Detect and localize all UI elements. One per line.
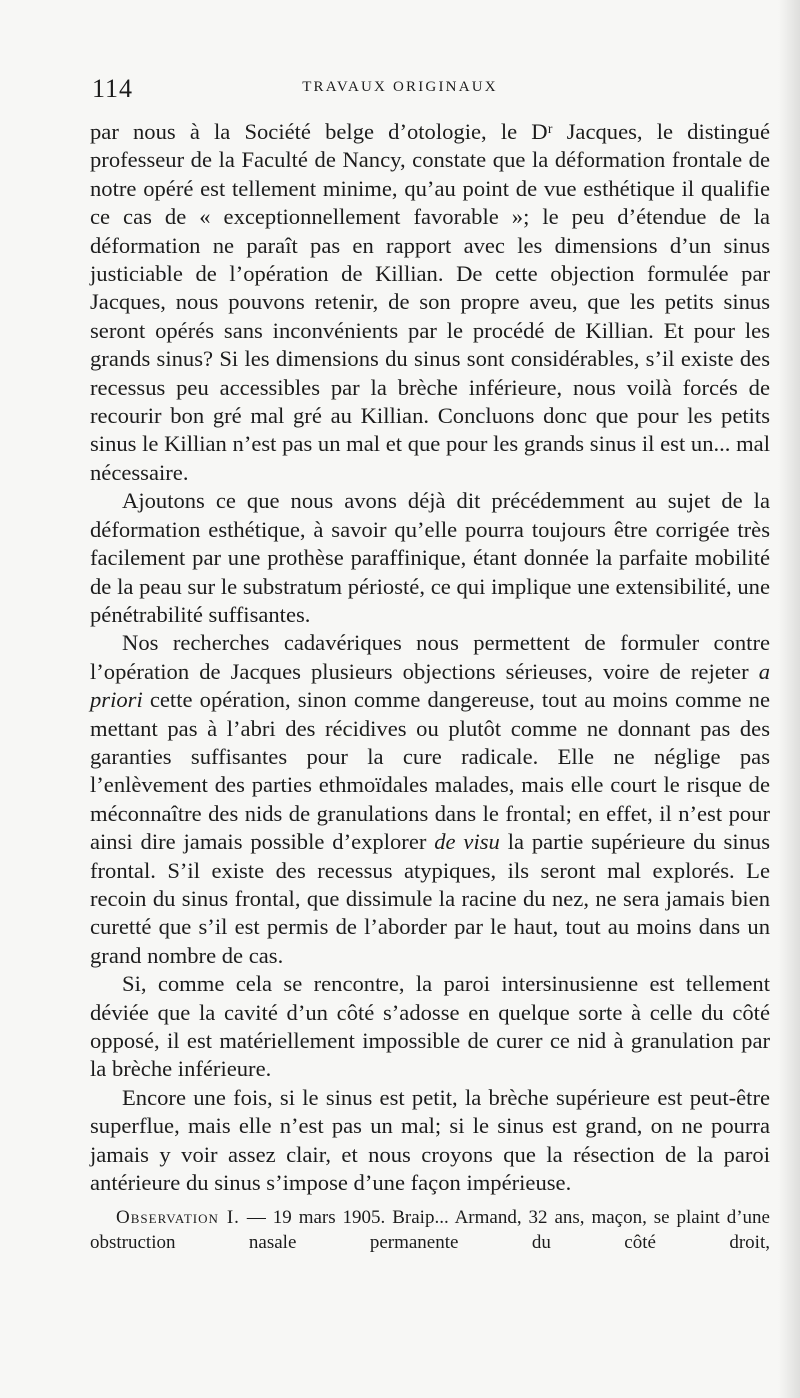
paragraph-5-text: Encore une fois, si le sinus est petit, la brèche supérieure est peut-être superflue, mais elle n’est pas un mal; si le sinus est grand, on ne pourra jamais y voir assez clair, et nous croyons que la résection de la paroi antérieure du sinus s’impose d’une façon impérieuse. <box>90 1084 770 1196</box>
body-text <box>90 118 770 1274</box>
paragraph-4 <box>90 970 770 1084</box>
paragraph-1 <box>90 118 770 487</box>
paragraph-4-text: Si, comme cela se rencontre, la paroi intersinusienne est tellement déviée que la cavité d’un côté s’adosse en quelque sorte à celle du côté opposé, il est matériellement impossible de curer ce nid à granulation par la brèche inférieure. <box>90 971 770 1082</box>
paragraph-3-text-a: Nos recherches cadavériques nous permettent de formuler contre l’opération de Jacques plusieurs objections sérieuses, voire de rejeter <box>90 630 770 684</box>
page-header <box>0 70 800 104</box>
paragraph-3-text-c: la partie supérieure du sinus frontal. S’il existe des recessus atypiques, ils seront mal explorés. Le recoin du sinus frontal, que dissimule la racine du nez, ne sera jamais bien curetté que s’il est permis de l’aborder par le haut, tout au moins dans un grand nombre de cas. <box>90 829 771 968</box>
observation-entry <box>90 1205 770 1255</box>
paragraph-3-italic-a-priori: a priori <box>90 658 770 713</box>
paragraph-1-text: par nous à la Société belge d’otologie, le Dʳ Jacques, le distingué professeur de la Faculté de Nancy, constate que la déformation frontale de notre opéré est tellement minime, qu’au point de vue esthétique il qualifie ce cas de « exceptionnellement favorable »; le peu d’étendue de la déformation ne paraît pas en rapport avec les dimensions d’un sinus justiciable de l’opération de Killian. De cette objection formulée par Jacques, nous pouvons retenir, de son propre aveu, que les petits sinus seront opérés sans inconvénients par le procédé de Killian. Et pour les grands sinus? Si les dimensions du sinus sont considérables, s’il existe des recessus peu accessibles par la brèche inférieure, nous voilà forcés de recourir bon gré mal gré au Killian. Concluons donc que pour les petits sinus le Killian n’est pas un mal et que pour les grands sinus il est un... mal nécessaire. <box>90 119 770 485</box>
paragraph-2 <box>90 487 770 629</box>
paragraph-2-text: Ajoutons ce que nous avons déjà dit précédemment au sujet de la déformation esthétique, à savoir qu’elle pourra toujours être corrigée très facilement par une prothèse paraffinique, étant donnée la parfaite mobilité de la peau sur le substratum périosté, ce qui implique une extensibilité, une pénétrabilité suffisantes. <box>90 488 770 627</box>
paragraph-3 <box>90 629 770 970</box>
running-head: TRAVAUX ORIGINAUX <box>302 79 498 95</box>
observation-text: — 19 mars 1905. Braip... Armand, 32 ans, maçon, se plaint d’une obstruction nasale permanente du côté droit, <box>90 1207 770 1254</box>
paragraph-3-text-b: cette opération, sinon comme dangereuse, tout au moins comme ne mettant pas à l’abri des récidives ou plutôt comme ne donnant pas des garanties suffisantes pour la cure radicale. Elle ne néglige pas l’enlèvement des parties ethmoïdales malades, mais elle court le risque de méconnaître des nids de granulations dans le frontal; en effet, il n’est pour ainsi dire jamais possible d’explorer <box>90 687 770 855</box>
page-edge-shadow <box>778 0 800 1398</box>
page-number: 114 <box>92 74 134 103</box>
paragraph-3-italic-de-visu: de visu <box>434 829 500 855</box>
paragraph-5 <box>90 1084 770 1198</box>
observation-label: Observation I. <box>116 1207 240 1229</box>
